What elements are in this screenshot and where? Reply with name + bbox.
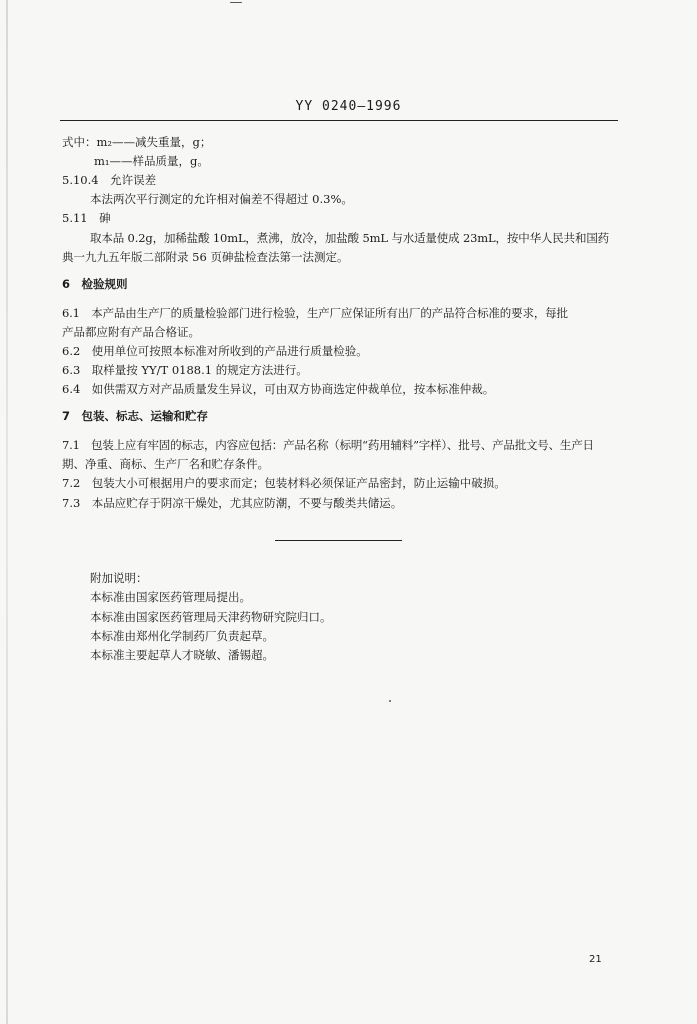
clause-7-1-line1: 7.1 包装上应有牢固的标志，内容应包括：产品名称（标明“药用辅料”字样）、批号、产品批文号、生产日 xyxy=(62,438,594,452)
formula-where-m1: m₁——样品质量，g。 xyxy=(94,154,209,168)
scan-speck xyxy=(389,700,391,702)
clause-5-10-4-title: 5.10.4 允许误差 xyxy=(62,173,157,187)
standard-number-header: YY 0240—1996 xyxy=(295,99,402,114)
clause-5-11-text-line2: 典一九九五年版二部附录 56 页砷盐检查法第一法测定。 xyxy=(62,250,349,264)
clause-6-1-line2: 产品都应附有产品合格证。 xyxy=(62,325,200,339)
additional-notes-title: 附加说明： xyxy=(90,571,148,585)
page-number: 21 xyxy=(589,954,602,965)
section-6-heading: 6 检验规则 xyxy=(62,277,128,291)
additional-note-1: 本标准由国家医药管理局提出。 xyxy=(90,590,251,604)
scan-speck xyxy=(230,2,242,3)
clause-5-11-text-line1: 取本品 0.2g，加稀盐酸 10mL，煮沸，放冷，加盐酸 5mL 与水适量使成 23mL，按中华人民共和国药 xyxy=(90,231,610,245)
clause-5-10-4-text: 本法两次平行测定的允许相对偏差不得超过 0.3%。 xyxy=(90,192,353,206)
clause-6-1-line1: 6.1 本产品由生产厂的质量检验部门进行检验，生产厂应保证所有出厂的产品符合标准的要求，每批 xyxy=(62,306,568,320)
clause-6-3: 6.3 取样量按 YY/T 0188.1 的规定方法进行。 xyxy=(62,363,308,377)
additional-note-4: 本标准主要起草人才晓敏、潘锡超。 xyxy=(90,648,274,662)
end-of-standard-rule xyxy=(275,540,402,541)
clause-6-2: 6.2 使用单位可按照本标准对所收到的产品进行质量检验。 xyxy=(62,344,368,358)
clause-5-11-title: 5.11 砷 xyxy=(62,211,111,225)
additional-note-2: 本标准由国家医药管理局天津药物研究院归口。 xyxy=(90,610,332,624)
formula-where-m2: 式中：m₂——减失重量，g； xyxy=(62,135,212,149)
header-rule xyxy=(60,120,618,121)
clause-7-2: 7.2 包装大小可根据用户的要求而定；包装材料必须保证产品密封，防止运输中破损。 xyxy=(62,476,506,490)
clause-6-4: 6.4 如供需双方对产品质量发生异议，可由双方协商选定仲裁单位，按本标准仲裁。 xyxy=(62,382,495,396)
section-7-heading: 7 包装、标志、运输和贮存 xyxy=(62,409,209,423)
clause-7-1-line2: 期、净重、商标、生产厂名和贮存条件。 xyxy=(62,457,269,471)
scan-edge xyxy=(6,0,8,1024)
clause-7-3: 7.3 本品应贮存于阴凉干燥处，尤其应防潮，不要与酸类共储运。 xyxy=(62,496,403,510)
additional-note-3: 本标准由郑州化学制药厂负责起草。 xyxy=(90,629,274,643)
